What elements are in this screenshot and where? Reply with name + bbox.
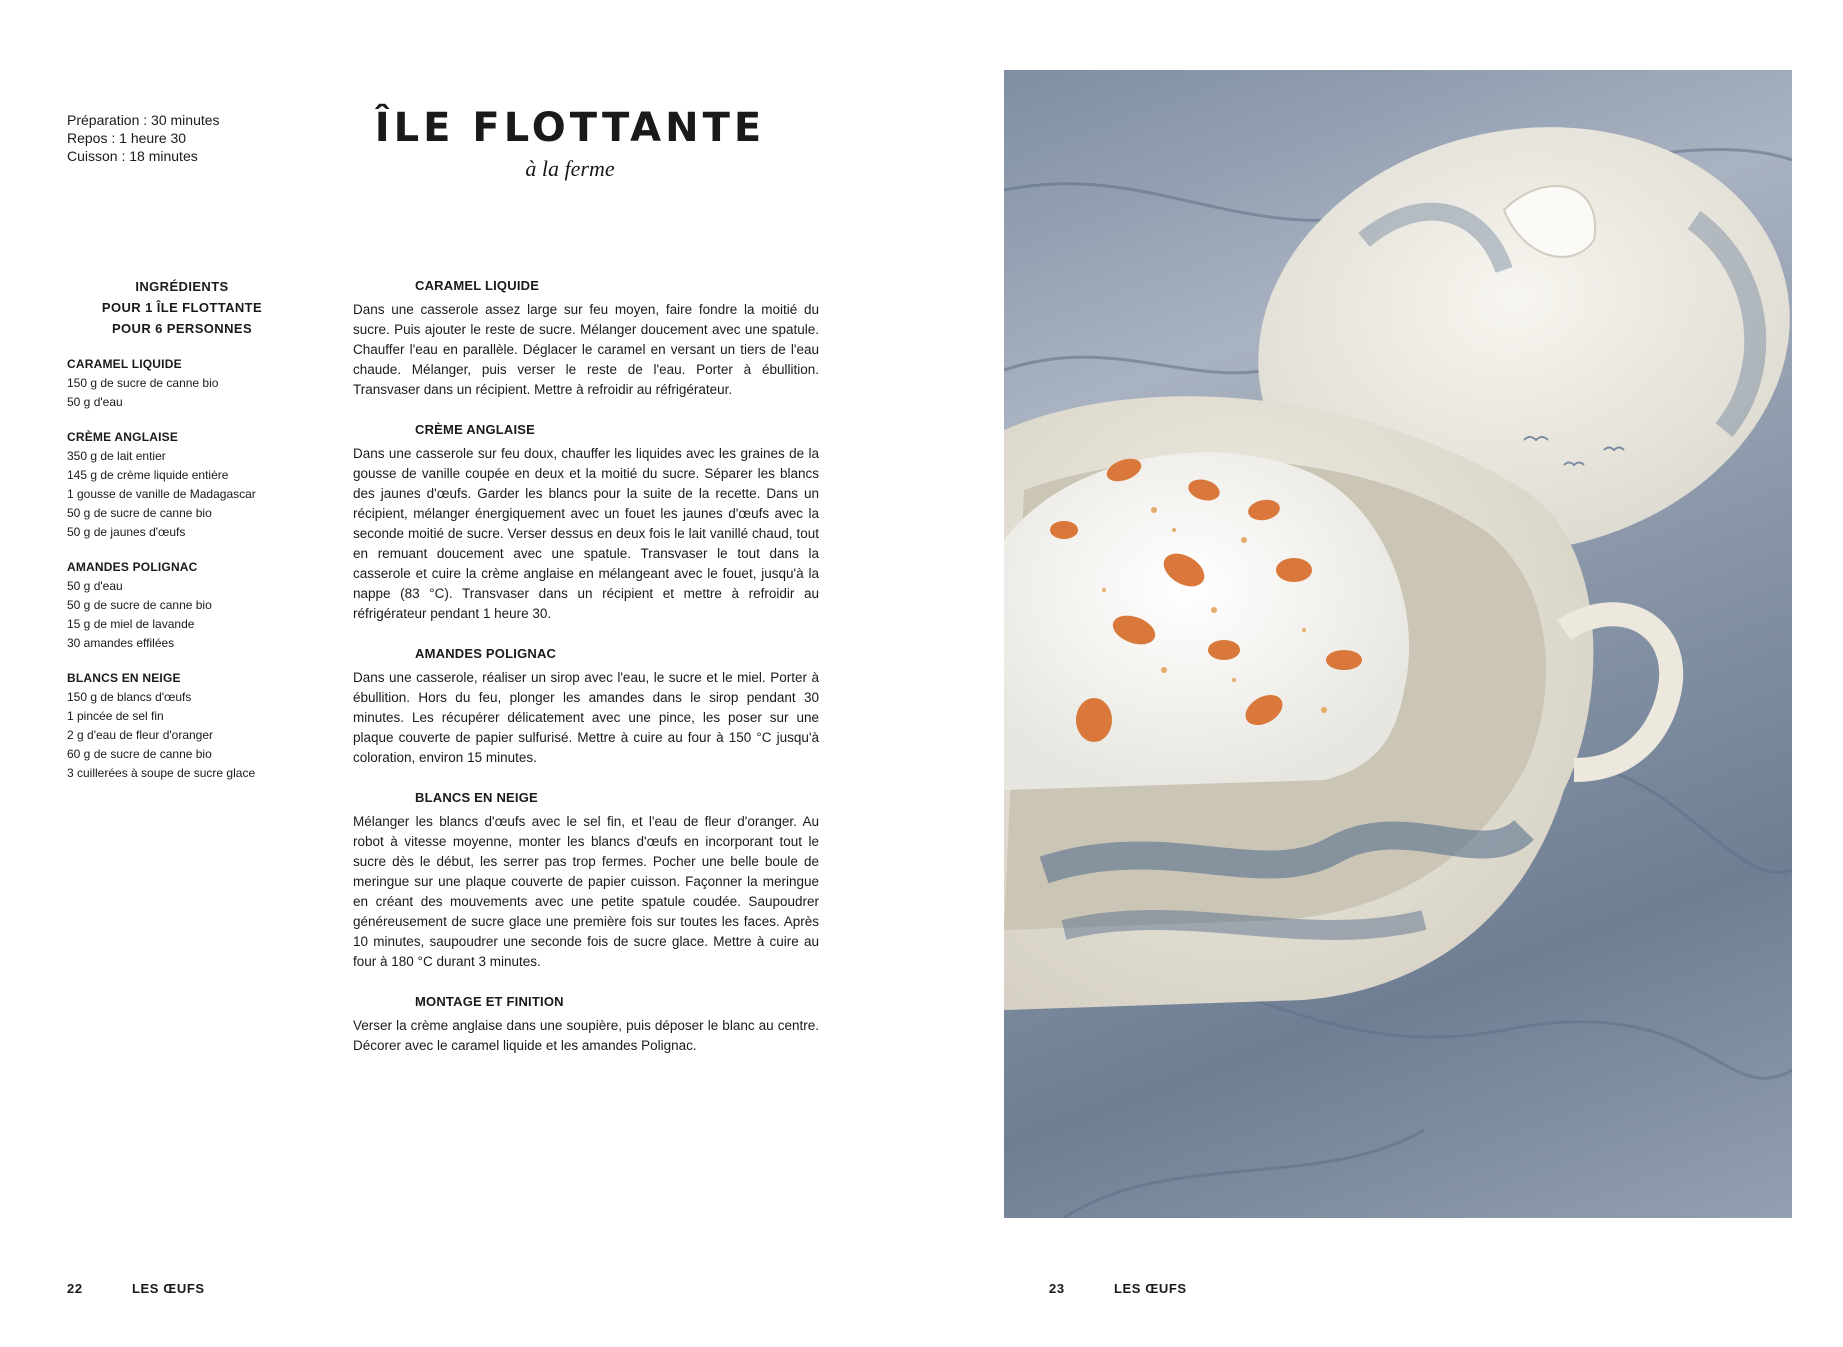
section-name: LES ŒUFS (1114, 1281, 1187, 1296)
folio-left (67, 1281, 205, 1296)
step-title: AMANDES POLIGNAC (415, 646, 557, 661)
ingredient-section-title: BLANCS EN NEIGE (67, 671, 181, 685)
photo-illustration (1004, 70, 1792, 1218)
ingredient-item: 50 g de sucre de canne bio (67, 506, 212, 520)
ingredient-item: 50 g de jaunes d'œufs (67, 525, 186, 539)
recipe-title-block (370, 104, 770, 182)
step-text: Dans une casserole, réaliser un sirop avec l'eau, le sucre et le miel. Porter à ébullition. Hors du feu, plonger les amandes dans le sirop pendant 30 minutes. Les récupérer délicatement avec une pince, les poser sur une plaque couverte de papier sulfurisé. Mettre à cuire au four à 150 °C jusqu'à coloration, environ 15 minutes. (353, 670, 819, 765)
dessert-photo (1004, 70, 1792, 1218)
ingredients-heading-line: POUR 1 ÎLE FLOTTANTE (101, 300, 263, 315)
step-amandes (353, 644, 819, 768)
ingredient-item: 1 gousse de vanille de Madagascar (67, 487, 256, 501)
step-title: CARAMEL LIQUIDE (415, 278, 540, 293)
meringue-shape (1004, 452, 1409, 790)
page-number: 22 (67, 1281, 83, 1296)
ingredient-section-title: AMANDES POLIGNAC (67, 560, 198, 574)
ingredient-section-amandes (67, 558, 287, 653)
recipe-subtitle: à la ferme (525, 156, 615, 181)
ingredient-item: 50 g d'eau (67, 395, 123, 409)
prep-time: Préparation : 30 minutes (67, 112, 220, 128)
step-text: Verser la crème anglaise dans une soupière, puis déposer le blanc au centre. Décorer avec le caramel liquide et les amandes Polignac. (353, 1018, 819, 1053)
recipe-times (67, 111, 220, 165)
page-number: 23 (1049, 1281, 1065, 1296)
ingredient-item: 3 cuillerées à soupe de sucre glace (67, 766, 256, 780)
ingredient-item: 50 g de sucre de canne bio (67, 598, 212, 612)
ingredient-section-creme (67, 428, 287, 542)
ingredient-item: 15 g de miel de lavande (67, 617, 195, 631)
step-text: Dans une casserole assez large sur feu moyen, faire fondre la moitié du sucre. Puis ajouter le reste de sucre. Mélanger doucement avec une spatule. Chauffer l'eau en parallèle. Déglacer le caramel en versant un tiers de l'eau chaude. Mélanger, puis verser le reste de l'eau. Porter à ébullition. Transvaser dans un récipient. Mettre à refroidir au réfrigérateur. (353, 302, 819, 397)
step-text: Dans une casserole sur feu doux, chauffer les liquides avec les graines de la gousse de vanille coupée en deux et la moitié du sucre. Séparer les blancs des jaunes d'œufs. Garder les blancs pour la suite de la recette. Dans un récipient, mélanger énergiquement avec un fouet les jaunes d'œufs avec la seconde moitié de sucre. Verser dessus en deux fois le lait vanillé chaud, tout en remuant doucement avec une spatule. Transvaser le tout dans la casserole et cuire la crème anglaise en mélangeant avec le fouet, jusqu'à la nappe (83 °C). Transvaser dans un récipient et mettre à refroidir au réfrigérateur pendant 1 heure 30. (353, 446, 819, 621)
section-name: LES ŒUFS (132, 1281, 205, 1296)
ingredient-section-title: CARAMEL LIQUIDE (67, 357, 182, 371)
recipe-steps (353, 276, 819, 1076)
rest-time: Repos : 1 heure 30 (67, 130, 187, 146)
ingredient-item: 60 g de sucre de canne bio (67, 747, 212, 761)
ingredient-item: 145 g de crème liquide entière (67, 468, 229, 482)
ingredients-heading (67, 276, 297, 339)
ingredients-column (67, 276, 287, 783)
ingredient-item: 150 g de sucre de canne bio (67, 376, 219, 390)
ingredients-heading-line: INGRÉDIENTS (135, 279, 229, 294)
ingredient-item: 30 amandes effilées (67, 636, 175, 650)
ingredient-item: 350 g de lait entier (67, 449, 166, 463)
step-blancs (353, 788, 819, 972)
step-text: Mélanger les blancs d'œufs avec le sel fin, et l'eau de fleur d'oranger. Au robot à vitesse moyenne, monter les blancs d'œufs en incorporant tout le sucre dès le début, les serrer pas trop fermes. Pocher une belle boule de meringue sur une plaque couverte de papier cuisson. Façonner la meringue en créant des mouvements avec une petite spatule coudée. Saupoudrer généreusement de sucre glace une première fois sur toutes les faces. Après 10 minutes, saupoudrer une seconde fois de sucre glace. Mettre à cuire au four à 180 °C durant 3 minutes. (353, 814, 819, 969)
step-title: CRÈME ANGLAISE (415, 422, 536, 437)
ingredients-heading-line: POUR 6 PERSONNES (111, 321, 253, 336)
step-montage (353, 992, 819, 1056)
step-title: BLANCS EN NEIGE (415, 790, 538, 805)
folio-right (1049, 1281, 1187, 1296)
step-title: MONTAGE ET FINITION (415, 994, 564, 1009)
ingredient-item: 2 g d'eau de fleur d'oranger (67, 728, 214, 742)
ingredient-item: 150 g de blancs d'œufs (67, 690, 192, 704)
ingredient-section-caramel (67, 355, 287, 412)
ingredient-section-blancs (67, 669, 287, 783)
step-caramel (353, 276, 819, 400)
step-creme (353, 420, 819, 624)
ingredient-section-title: CRÈME ANGLAISE (67, 430, 179, 444)
recipe-title: ÎLE FLOTTANTE (374, 105, 766, 151)
cook-time: Cuisson : 18 minutes (67, 148, 198, 164)
ingredient-item: 1 pincée de sel fin (67, 709, 164, 723)
ingredient-item: 50 g d'eau (67, 579, 123, 593)
